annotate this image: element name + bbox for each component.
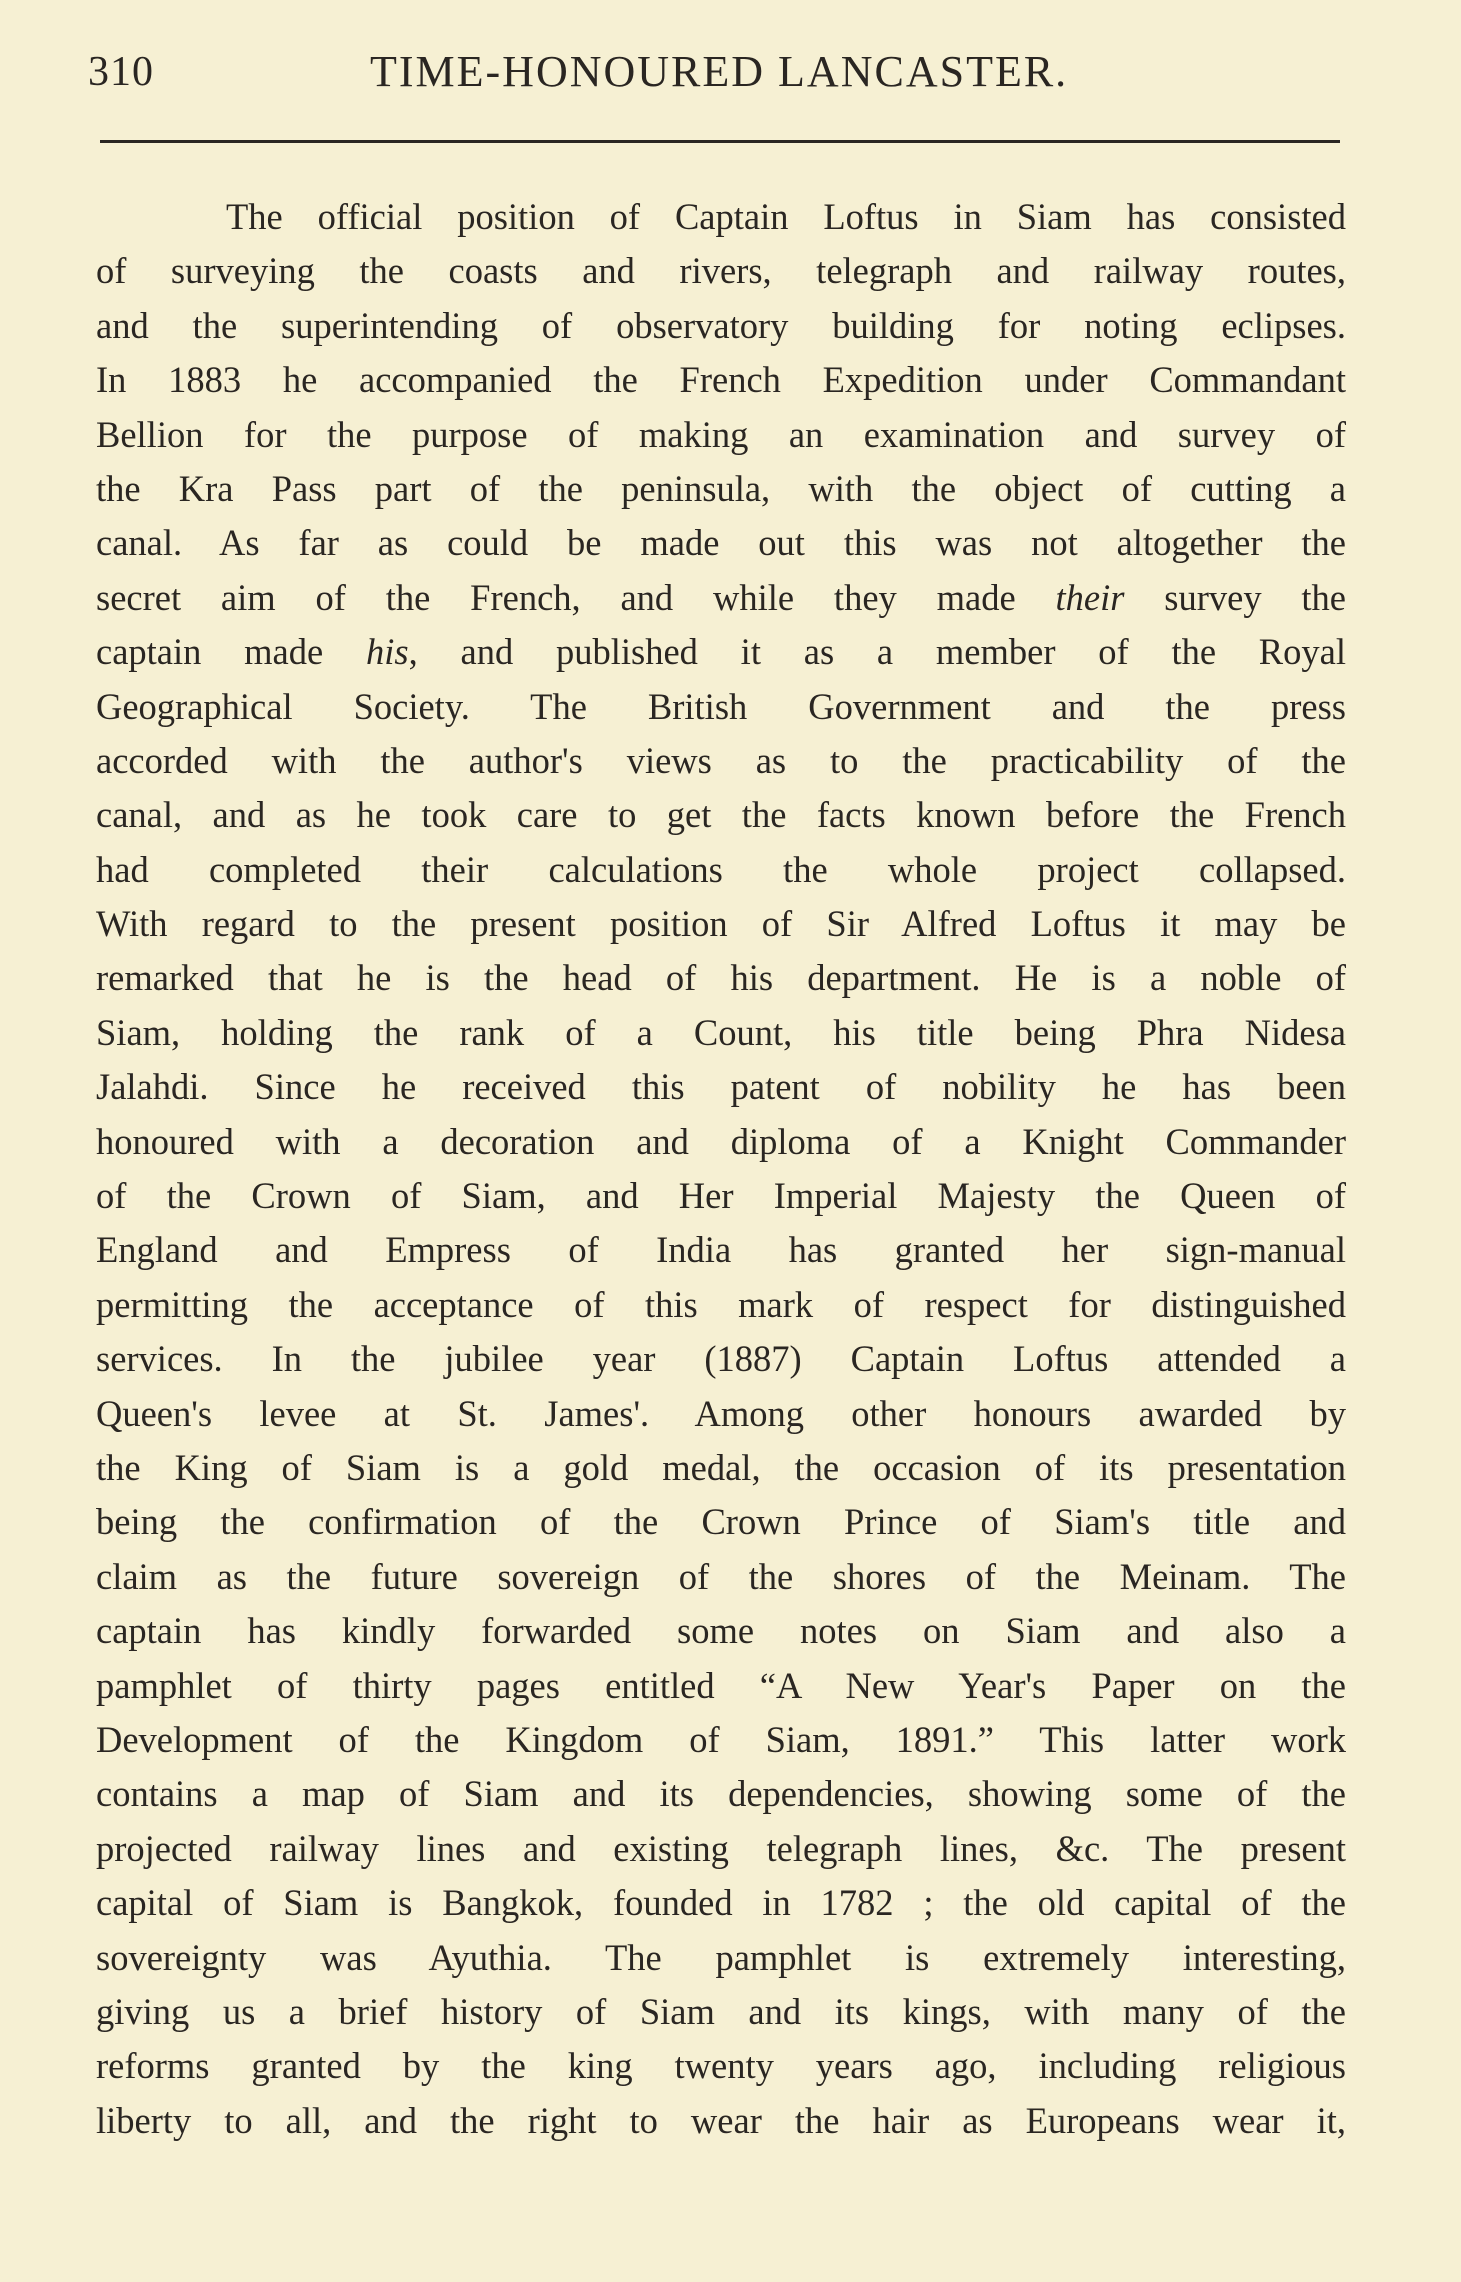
text-line: had completed their calculations the whole project collapsed. [96,848,1346,890]
text-line: being the confirmation of the Crown Prince of Siam's title and [96,1501,1346,1543]
text-line: contains a map of Siam and its dependencies, showing some of the [96,1773,1346,1815]
text-line [96,571,1346,625]
text-line: the Kra Pass part of the peninsula, with the object of cutting a [96,467,1346,509]
text-line [96,625,1346,679]
text-line: honoured with a decoration and diploma of a Knight Commander [96,1120,1346,1162]
text-line: Queen's levee at St. James'. Among other honours awarded by [96,1392,1346,1434]
text-line: claim as the future sovereign of the shores of the Meinam. The [96,1555,1346,1597]
text-line: Development of the Kingdom of Siam, 1891.” This latter work [96,1718,1346,1760]
text-line: Jalahdi. Since he received this patent of nobility he has been [96,1066,1346,1108]
text-line: reforms granted by the king twenty years ago, including religious [96,2045,1346,2087]
text-line: In 1883 he accompanied the French Expedition under Commandant [96,359,1346,401]
text-line: capital of Siam is Bangkok, founded in 1782 ; the old capital of the [96,1882,1346,1924]
text-run: captain made [96,631,366,673]
text-line: Bellion for the purpose of making an examination and survey of [96,413,1346,455]
text-line: giving us a brief history of Siam and its kings, with many of the [96,1990,1346,2032]
running-title: TIME-HONOURED LANCASTER. [370,47,1069,96]
text-line: captain has kindly forwarded some notes on Siam and also a [96,1610,1346,1652]
text-line: canal. As far as could be made out this was not altogether the [96,522,1346,564]
text-line: liberty to all, and the right to wear the hair as Europeans wear it, [96,2099,1346,2141]
body-paragraph [96,190,1346,2148]
italic-word-his: his [365,631,409,673]
text-line: and the superintending of observatory building for noting eclipses. [96,304,1346,346]
text-line: The official position of Captain Loftus in Siam has consisted [226,196,1346,237]
italic-word-their: their [1055,576,1125,618]
text-line: of the Crown of Siam, and Her Imperial Majesty the Queen of [96,1175,1346,1217]
text-line: pamphlet of thirty pages entitled “A New Year's Paper on the [96,1664,1346,1706]
page-number: 310 [88,49,154,95]
text-line: England and Empress of India has granted her sign-manual [96,1229,1346,1271]
text-run: survey the [1124,576,1346,618]
text-line: With regard to the present position of Sir Alfred Loftus it may be [96,903,1346,945]
text-line: canal, and as he took care to get the facts known before the French [96,794,1346,836]
text-line: sovereignty was Ayuthia. The pamphlet is extremely interesting, [96,1936,1346,1978]
text-line: permitting the acceptance of this mark of respect for distinguished [96,1283,1346,1325]
text-line: services. In the jubilee year (1887) Captain Loftus attended a [96,1338,1346,1380]
text-run: , and published it as a member of the Royal [408,631,1346,673]
text-run: secret aim of the French, and while they made [96,576,1056,618]
text-line: Siam, holding the rank of a Count, his title being Phra Nidesa [96,1011,1346,1053]
text-line: the King of Siam is a gold medal, the occasion of its presentation [96,1446,1346,1488]
text-line: accorded with the author's views as to the practicability of the [96,739,1346,781]
header-rule [100,140,1340,143]
running-head [88,40,1378,110]
text-line: remarked that he is the head of his department. He is a noble of [96,957,1346,999]
text-line: of surveying the coasts and rivers, telegraph and railway routes, [96,250,1346,292]
text-line: projected railway lines and existing telegraph lines, &c. The present [96,1827,1346,1869]
text-line: Geographical Society. The British Government and the press [96,685,1346,727]
